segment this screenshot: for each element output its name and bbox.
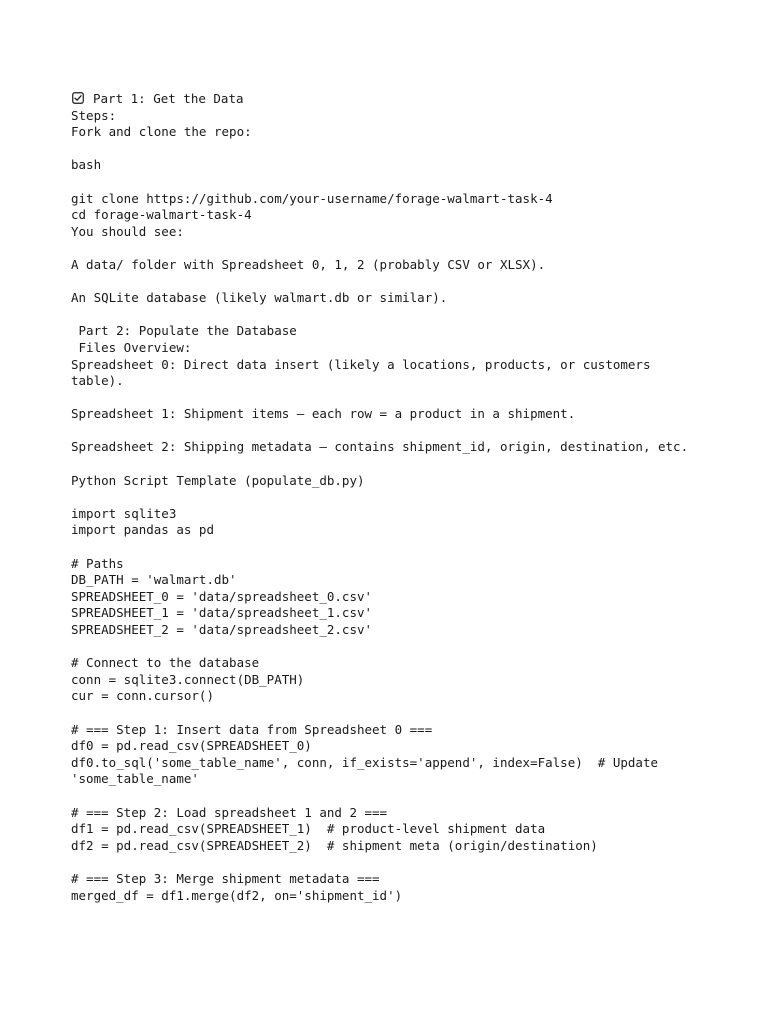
code-line: df0.to_sql('some_table_name', conn, if_exists='append', index=False) # Update — [71, 754, 658, 770]
blank-line — [71, 141, 731, 158]
blank-line — [71, 174, 731, 191]
text-line: Python Script Template (populate_db.py) — [71, 472, 365, 488]
heading-part-2: Part 2: Populate the Database — [71, 323, 297, 339]
blank-line — [71, 456, 731, 473]
code-line: git clone https://github.com/your-username/forage-walmart-task-4 — [71, 190, 553, 206]
code-comment: # Paths — [71, 555, 124, 571]
blank-line — [71, 423, 731, 440]
text-line: A data/ folder with Spreadsheet 0, 1, 2 (probably CSV or XLSX). — [71, 256, 546, 272]
code-line: df0 = pd.read_csv(SPREADSHEET_0) — [71, 738, 312, 754]
blank-line — [71, 639, 731, 656]
subheading-files-overview: Files Overview: — [71, 339, 192, 355]
blank-line — [71, 788, 731, 805]
code-line: merged_df = df1.merge(df2, on='shipment_id') — [71, 887, 403, 903]
text-line: bash — [71, 157, 102, 173]
code-line: 'some_table_name' — [71, 771, 199, 787]
code-line: cur = conn.cursor() — [71, 688, 214, 704]
code-line: DB_PATH = 'walmart.db' — [71, 572, 237, 588]
text-line: Spreadsheet 1: Shipment items — each row = a product in a shipment. — [71, 406, 576, 422]
code-comment: # Connect to the database — [71, 655, 260, 671]
code-line: cd forage-walmart-task-4 — [71, 207, 252, 223]
code-line: SPREADSHEET_2 = 'data/spreadsheet_2.csv' — [71, 622, 373, 637]
code-line: df1 = pd.read_csv(SPREADSHEET_1) # product-level shipment data — [71, 821, 546, 837]
code-comment: # === Step 2: Load spreadsheet 1 and 2 === — [71, 804, 388, 820]
heading-text: Part 1: Get the Data — [93, 91, 244, 106]
blank-line — [71, 489, 731, 506]
code-comment: # === Step 3: Merge shipment metadata === — [71, 870, 380, 886]
text-line: You should see: — [71, 223, 184, 239]
blank-line — [71, 307, 731, 324]
blank-line — [71, 240, 731, 257]
blank-line — [71, 854, 731, 871]
blank-line — [71, 274, 731, 291]
checkbox-checked-icon — [72, 92, 84, 104]
heading-part-1 — [71, 91, 731, 108]
blank-line — [71, 539, 731, 556]
blank-line — [71, 705, 731, 722]
text-line: Spreadsheet 0: Direct data insert (likely a locations, products, or customers — [71, 356, 651, 372]
text-line: Spreadsheet 2: Shipping metadata — contains shipment_id, origin, destination, etc. — [71, 439, 689, 455]
text-line: An SQLite database (likely walmart.db or similar). — [71, 290, 448, 306]
code-line: SPREADSHEET_0 = 'data/spreadsheet_0.csv' — [71, 588, 373, 604]
code-line: conn = sqlite3.connect(DB_PATH) — [71, 671, 305, 687]
code-line: import sqlite3 — [71, 505, 177, 521]
code-line: import pandas as pd — [71, 522, 214, 538]
code-line: SPREADSHEET_1 = 'data/spreadsheet_1.csv' — [71, 605, 373, 621]
text-line: Steps: — [71, 107, 117, 123]
text-line: Fork and clone the repo: — [71, 124, 252, 140]
text-line: table). — [71, 373, 124, 389]
document-body — [71, 91, 731, 904]
code-comment: # === Step 1: Insert data from Spreadsheet 0 === — [71, 721, 433, 737]
code-line: df2 = pd.read_csv(SPREADSHEET_2) # shipment meta (origin/destination) — [71, 837, 598, 853]
blank-line — [71, 390, 731, 407]
